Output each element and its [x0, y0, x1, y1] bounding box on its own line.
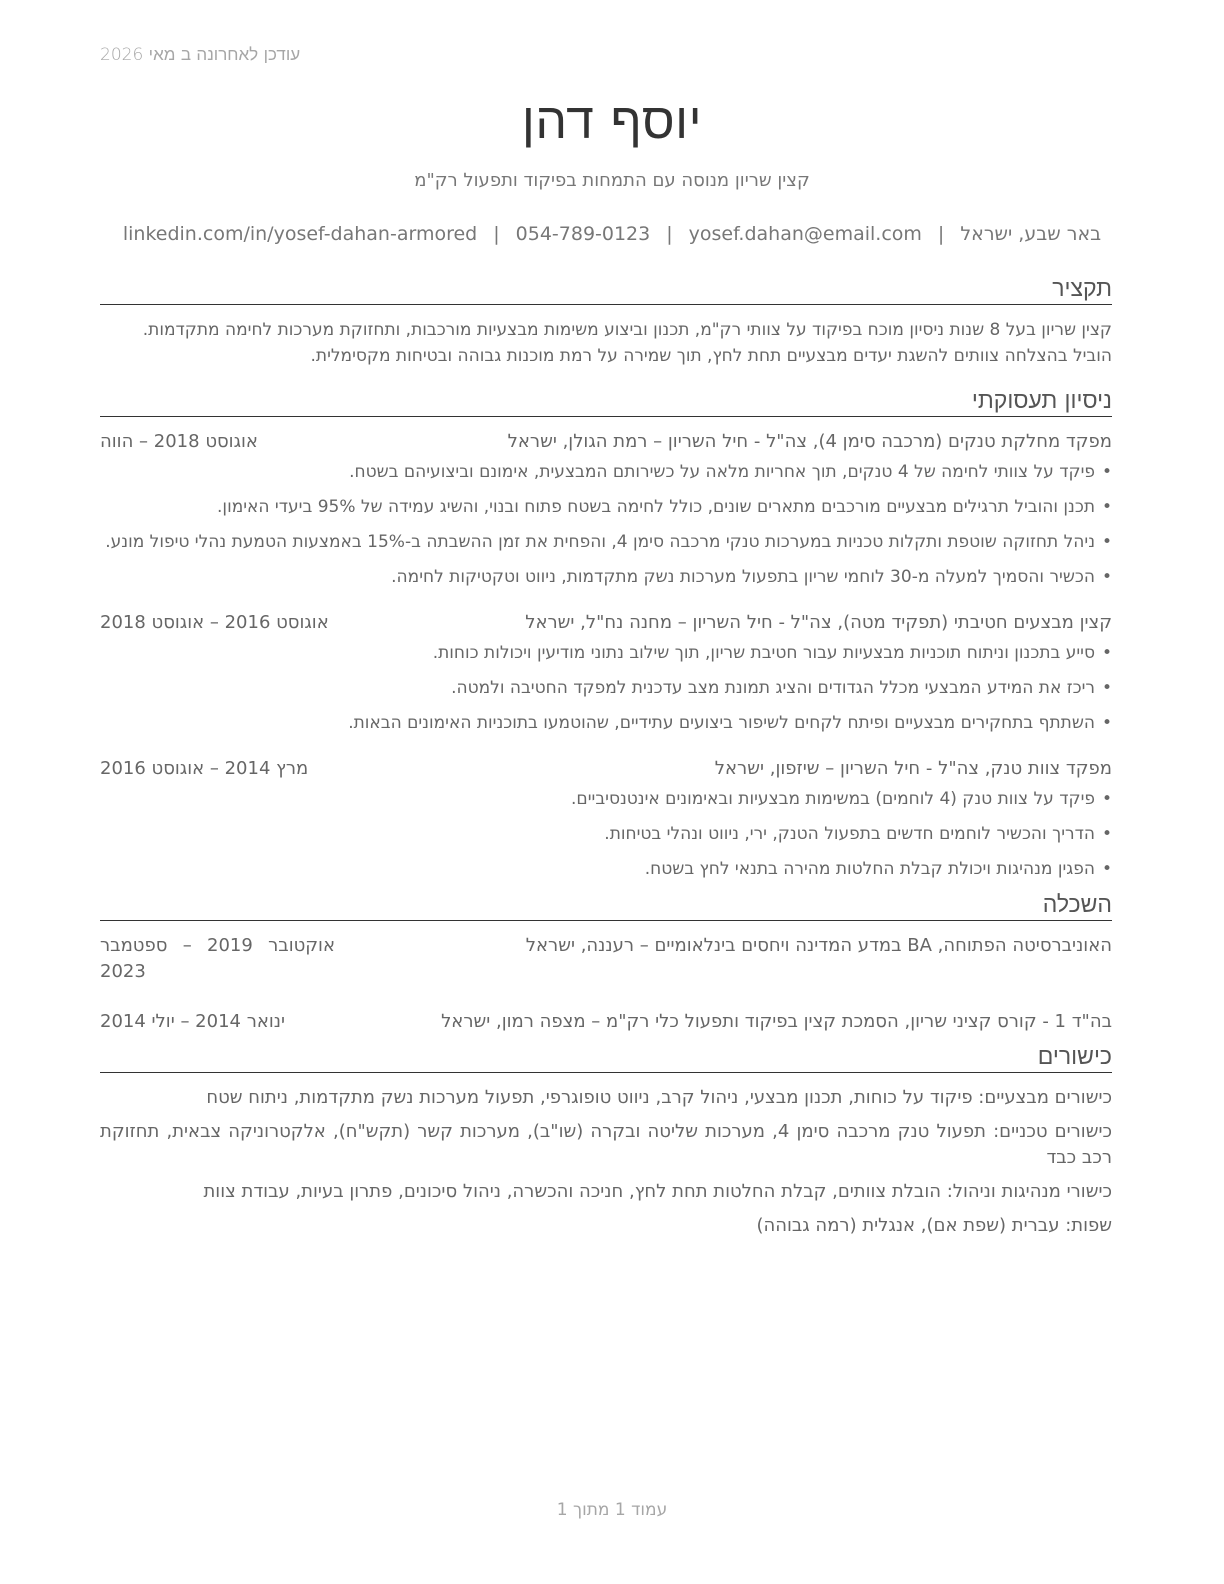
contact-email[interactable]: yosef.dahan@email.com — [688, 223, 922, 245]
job-role: קצין מבצעים חטיבתי (תפקיד מטה), צה"ל - חיל השריון – מחנה נח"ל, ישראל — [525, 612, 1112, 633]
candidate-name: יוסף דהן — [521, 92, 703, 150]
job-entry — [100, 429, 1112, 590]
section-title-experience: ניסיון תעסוקתי — [100, 387, 1112, 417]
skill-line: כישורי מנהיגות וניהול: הובלת צוותים, קבלת החלטות תחת לחץ, חניכה והכשרה, ניהול סיכונים, פתרון בעיות, עבודת צוות — [203, 1181, 1112, 1202]
candidate-tagline: קצין שריון מנוסה עם התמחות בפיקוד ותפעול רק"מ — [414, 170, 810, 191]
job-bullet: • פיקד על צוותי לחימה של 4 טנקים, תוך אחריות מלאה על כשירותם המבצעית, אימונם וביצועיהם בשטח. — [100, 459, 1112, 485]
last-updated-note: עודכן לאחרונה ב מאי 2026 — [100, 45, 301, 65]
job-bullet: • ניהל תחזוקה שוטפת ותקלות טכניות במערכות טנקי מרכבה סימן 4, והפחית את זמן ההשבתה ב-15% באמצעות הטמעת נהלי טיפול מונע. — [100, 529, 1112, 555]
contact-separator: | — [666, 223, 673, 245]
job-bullet: • פיקד על צוות טנק (4 לוחמים) במשימות מבצעיות ובאימונים אינטנסיביים. — [100, 786, 1112, 812]
skill-line: כישורים טכניים: תפעול טנק מרכבה סימן 4, מערכות שליטה ובקרה (שו"ב), מערכות קשר (תקש"ח), אלקטרוניקה צבאית, תחזוקת רכב כבד — [100, 1121, 1112, 1168]
skill-line: כישורים מבצעיים: פיקוד על כוחות, תכנון מבצעי, ניהול קרב, ניווט טופוגרפי, תפעול מערכות נשק מתקדמות, ניתוח שטח — [206, 1087, 1112, 1108]
education-dates: אוקטובר 2019 – ספטמבר 2023 — [100, 935, 335, 982]
job-header — [100, 756, 1112, 782]
education-entry — [100, 1009, 1112, 1035]
contact-location: באר שבע, ישראל — [960, 223, 1102, 245]
job-bullet: • הכשיר והסמיך למעלה מ-30 לוחמי שריון בתפעול מערכות נשק מתקדמות, ניווט וטקטיקות לחימה. — [100, 564, 1112, 590]
contact-separator: | — [937, 223, 945, 245]
skill-line: שפות: עברית (שפת אם), אנגלית (רמה גבוהה) — [756, 1215, 1112, 1236]
education-institution: האוניברסיטה הפתוחה, BA במדע המדינה ויחסים בינלאומיים – רעננה, ישראל — [525, 935, 1112, 956]
job-dates: אוגוסט 2018 – הווה — [100, 431, 258, 452]
job-bullets — [100, 459, 1112, 590]
job-dates: מרץ 2014 – אוגוסט 2016 — [100, 758, 309, 779]
job-bullet: • השתתף בתחקירים מבצעיים ופיתח לקחים לשיפור ביצועים עתידיים, שהוטמעו בתוכניות האימונים הבאות. — [100, 710, 1112, 736]
job-bullets — [100, 640, 1112, 736]
resume-content — [100, 275, 1112, 1247]
contact-phone[interactable]: 054-789-0123 — [515, 223, 651, 245]
job-entry — [100, 756, 1112, 882]
job-entry — [100, 610, 1112, 736]
job-dates: אוגוסט 2016 – אוגוסט 2018 — [100, 612, 329, 633]
job-bullet: • תכנן והוביל תרגילים מבצעיים מורכבים מתארים שונים, כולל לחימה בשטח פתוח ובנוי, והשיג עמידה של 95% ביעדי האימון. — [100, 494, 1112, 520]
summary-text: קצין שריון בעל 8 שנות ניסיון מוכח בפיקוד על צוותי רק"מ, תכנון וביצוע משימות מבצעיות מורכבות, ותחזוקת מערכות לחימה מתקדמות. הוביל בהצלחה צוותים להשגת יעדים מבצעיים תחת לחץ, תוך שמירה על רמת מוכנות גבוהה ובטיחות מקסימלית. — [142, 320, 1112, 366]
job-bullets — [100, 786, 1112, 882]
job-role: מפקד צוות טנק, צה"ל - חיל השריון – שיזפון, ישראל — [714, 758, 1112, 779]
section-title-education: השכלה — [100, 891, 1112, 921]
job-bullet: • הדריך והכשיר לוחמים חדשים בתפעול הטנק, ירי, ניווט ונהלי בטיחות. — [100, 821, 1112, 847]
job-bullet: • הפגין מנהיגות ויכולת קבלת החלטות מהירה בתנאי לחץ בשטח. — [100, 856, 1112, 882]
section-title-skills: כישורים — [100, 1043, 1112, 1073]
job-bullet: • סייע בתכנון וניתוח תוכניות מבצעיות עבור חטיבת שריון, תוך שילוב נתוני מודיעין ויכולות כוחות. — [100, 640, 1112, 666]
contact-linkedin[interactable]: linkedin.com/in/yosef-dahan-armored — [122, 223, 478, 245]
section-title-summary: תקציר — [100, 275, 1112, 305]
education-institution: בה"ד 1 - קורס קציני שריון, הסמכת קצין בפיקוד ותפעול כלי רק"מ – מצפה רמון, ישראל — [441, 1011, 1112, 1032]
job-header — [100, 610, 1112, 636]
page-number: עמוד 1 מתוך 1 — [556, 1500, 668, 1520]
education-entry — [100, 933, 1112, 985]
contact-separator: | — [493, 223, 500, 245]
contact-line — [0, 223, 1224, 245]
job-header — [100, 429, 1112, 455]
job-bullet: • ריכז את המידע המבצעי מכלל הגדודים והציג תמונת מצב עדכנית למפקד החטיבה ולמטה. — [100, 675, 1112, 701]
education-dates: ינואר 2014 – יולי 2014 — [100, 1011, 286, 1032]
job-role: מפקד מחלקת טנקים (מרכבה סימן 4), צה"ל - חיל השריון – רמת הגולן, ישראל — [507, 431, 1112, 452]
